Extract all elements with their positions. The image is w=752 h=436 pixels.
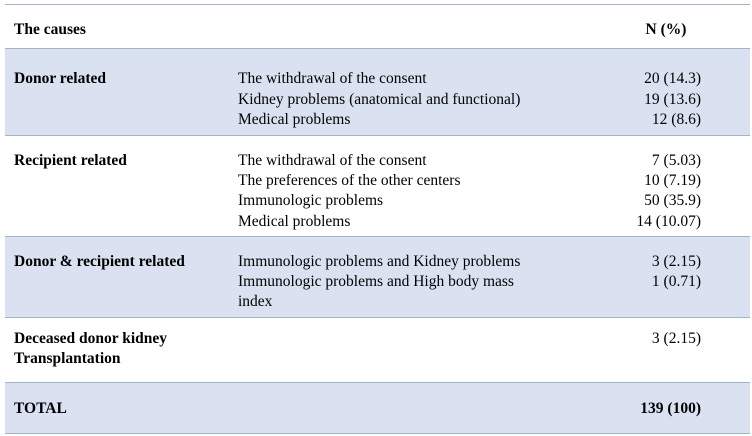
cause-value: 19 (13.6): [644, 91, 701, 108]
cause-desc: Immunologic problems and High body mass: [238, 273, 514, 290]
cause-desc: Immunologic problems and Kidney problems: [238, 253, 521, 270]
cause-value: 12 (8.6): [651, 111, 701, 128]
header-n-percent: N (%): [645, 21, 687, 38]
category-recipient-related: Recipient related: [14, 152, 127, 169]
cause-desc: The withdrawal of the consent: [238, 70, 427, 87]
header-causes: The causes: [14, 21, 86, 38]
cause-value: 3 (2.15): [651, 330, 701, 347]
rule-deceased: [5, 382, 750, 383]
total-value: 139 (100): [640, 400, 701, 417]
cause-value: 50 (35.9): [644, 192, 701, 209]
cause-value: 7 (5.03): [651, 152, 701, 169]
total-band: [5, 383, 750, 433]
cause-desc: The withdrawal of the consent: [238, 152, 427, 169]
rule-recipient: [5, 236, 750, 237]
rule-donor-recipient: [5, 317, 750, 318]
category-donor-recipient-related: Donor & recipient related: [14, 253, 185, 270]
rule-header: [5, 48, 750, 49]
cause-desc: Immunologic problems: [238, 192, 384, 209]
cause-desc: Medical problems: [238, 213, 351, 230]
cause-value: 20 (14.3): [644, 70, 701, 87]
cause-desc: Kidney problems (anatomical and functional): [238, 91, 521, 108]
total-label: TOTAL: [14, 400, 67, 417]
category-deceased-donor: Deceased donor kidney: [14, 330, 168, 347]
cause-value: 1 (0.71): [651, 273, 701, 290]
rule-donor: [5, 135, 750, 136]
rule-bottom: [5, 433, 750, 434]
category-deceased-donor-continued: Transplantation: [14, 350, 121, 367]
cause-desc: The preferences of the other centers: [238, 172, 461, 189]
cause-value: 3 (2.15): [651, 253, 701, 270]
cause-value: 10 (7.19): [644, 172, 701, 189]
cause-value: 14 (10.07): [636, 213, 701, 230]
rule-top: [5, 4, 750, 5]
cause-desc: Medical problems: [238, 111, 351, 128]
cause-desc-continued: index: [238, 293, 273, 310]
category-donor-related: Donor related: [14, 70, 106, 87]
